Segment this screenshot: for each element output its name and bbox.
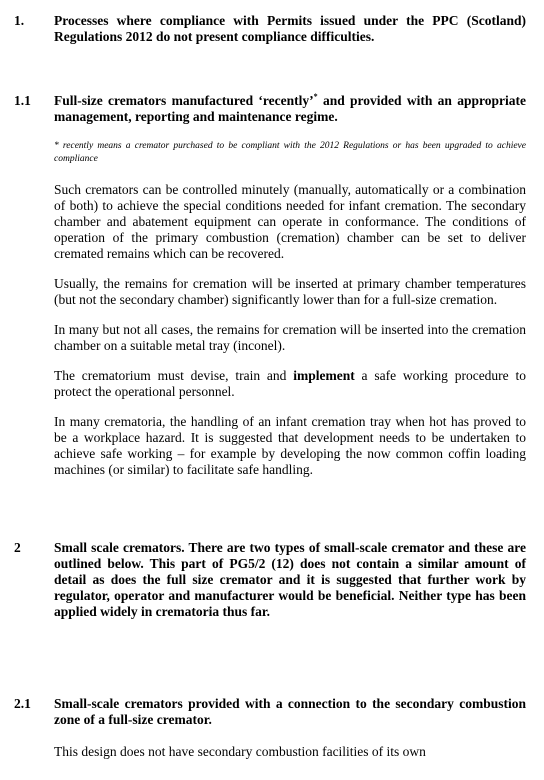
section-heading	[54, 93, 526, 125]
section-number: 1.1	[14, 93, 31, 108]
paragraph-text: The crematorium must devise, train and	[54, 368, 294, 383]
section-body	[54, 696, 526, 760]
section-number: 2.1	[14, 696, 31, 711]
paragraph: In many crematoria, the handling of an infant cremation tray when hot has proved to be a workplace hazard. It is suggested that development needs to be undertaken to achieve safe working – for example by developing the now common coffin loading machines (or similar) to facilitate safe handling.	[54, 414, 526, 477]
footnote: * recently means a cremator purchased to be compliant with the 2012 Regulations or has been upgraded to achieve compliance	[54, 141, 526, 164]
paragraph: This design does not have secondary combustion facilities of its own	[54, 744, 426, 759]
paragraph-text-continued: a safe working procedure to protect the operational personnel.	[54, 368, 526, 399]
section-body	[54, 93, 526, 478]
section-body	[54, 13, 526, 45]
footnote-mark: *	[313, 92, 318, 101]
section-number: 2	[14, 540, 21, 555]
paragraph: Such cremators can be controlled minutely (manually, automatically or a combination of both) to achieve the special conditions needed for infant cremation. The secondary chamber and abatement equipment can operate in conformance. The conditions of operation of the primary combustion (cremation) chamber can be set to deliver cremated remains which can be recovered.	[54, 182, 526, 261]
paragraph	[54, 368, 526, 400]
section-heading: Small scale cremators. There are two types of small-scale cremator and these are outlined below. This part of PG5/2 (12) does not contain a similar amount of detail as does the full size cremator and it is suggested that further work by regulator, operator and manufacturer would be beneficial. Neither type has been applied widely in crematoria thus far.	[54, 540, 526, 619]
section-number: 1.	[14, 13, 25, 28]
paragraph: Usually, the remains for cremation will be inserted at primary chamber temperatures (but not the secondary chamber) significantly lower than for a full-size cremation.	[54, 276, 526, 307]
section-heading: Processes where compliance with Permits issued under the PPC (Scotland) Regulations 2012 do not present compliance difficulties.	[54, 13, 526, 44]
section-heading: Small-scale cremators provided with a connection to the secondary combustion zone of a full-size cremator.	[54, 696, 526, 727]
heading-text-continued: and provided with an appropriate management, reporting and maintenance regime.	[54, 93, 526, 124]
section-body	[54, 540, 526, 620]
paragraph: In many but not all cases, the remains for cremation will be inserted into the cremation chamber on a suitable metal tray (inconel).	[54, 322, 526, 353]
emphasis-text: implement	[293, 368, 355, 383]
heading-text: Full-size cremators manufactured ‘recently’	[54, 93, 314, 108]
